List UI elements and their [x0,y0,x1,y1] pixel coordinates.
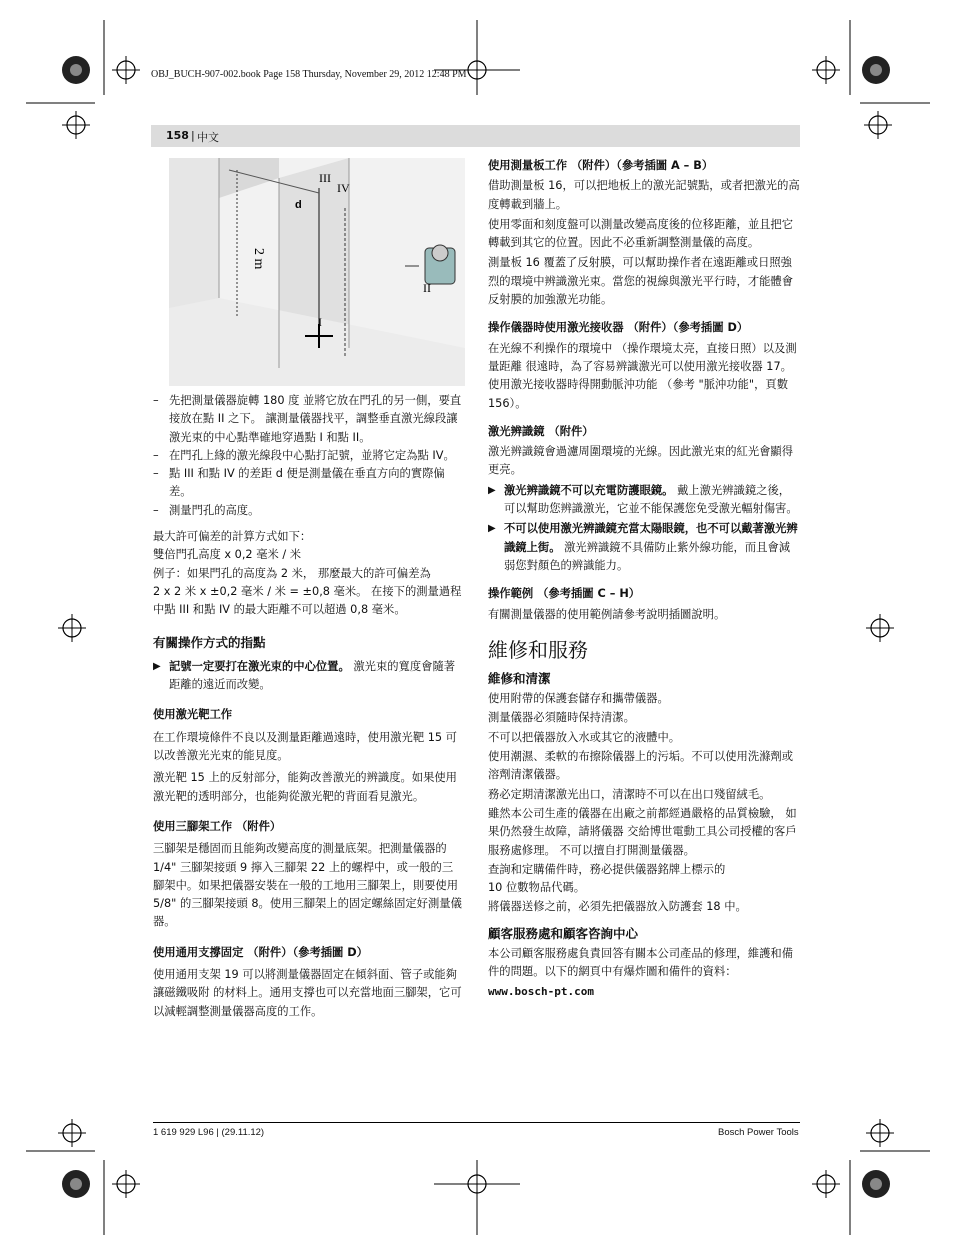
clean-paragraph-6: 雖然本公司生產的儀器在出廠之前都經過嚴格的品質檢驗， 如果仍然發生故障，請將儀器 交給博世電動工具公司授權的客戶服務處修理。 不可以擅自打開測量儀器。 [488,806,797,857]
right-column [488,157,800,1002]
bosch-url-link[interactable]: www.bosch-pt.com [488,984,594,998]
clean-paragraph-1: 使用附帶的保護套儲存和攜帶儀器。 [488,692,669,706]
dash-marker: – [153,503,159,517]
label-ii: II [423,281,431,295]
label-2m: 2 m [251,248,266,270]
warning-item-2 [488,520,800,575]
warning-2-bold: 不可以使用激光辨識鏡充當太陽眼鏡，也不可以戴著激光辨識鏡上街。 [504,522,798,554]
heading-clean: 維修和清潔 [488,670,551,686]
step-rotate [153,392,463,447]
heading-glasses: 激光辨識鏡 （附件） [488,424,594,438]
label-i: I [318,315,322,329]
label-iii: III [319,171,331,185]
footer-code: 1 619 929 L96 | (29.11.12) [153,1127,265,1138]
clean-paragraph-7: 查詢和定購備件時，務必提供儀器銘牌上標示的 10 位數物品代碼。 [488,862,726,895]
page-separator: | [191,129,195,142]
mount-paragraph: 使用通用支架 19 可以將測量儀器固定在傾斜面、管子或能夠讓磁鐵吸附 的材料上。通用支撐也可以充當地面三腳架，它可以減輕調整測量儀器高度的工作。 [153,968,462,1018]
plate-paragraph-1: 借助測量板 16，可以把地板上的激光記號點，或者把激光的高度轉載到牆上。 [488,179,800,211]
heading-tripod: 使用三腳架工作 （附件） [153,819,282,833]
page-number: 158 [166,129,189,142]
tripod-paragraph: 三腳架是穩固而且能夠改變高度的測量底架。把測量儀器的 1/4" 三腳架接頭 9 擰入三腳架 22 上的螺桿中，或一般的三腳架中。如果把儀器安裝在一般的工地用三腳架上，則要使用 5/8" 的三腳架接頭 8。使用三腳架上的固定螺絲固定好測量儀器。 [153,842,462,929]
warning-item-1 [488,482,800,519]
clean-paragraph-5: 務必定期清潔激光出口，清潔時不可以在出口殘留絨毛。 [488,787,771,801]
warning-1-bold: 激光辨識鏡不可以充電防護眼鏡。 [504,483,674,497]
figure-door-measurement [169,158,465,386]
clean-paragraph-8: 將儀器送修之前，必須先把儀器放入防護套 18 中。 [488,900,747,914]
clean-paragraph-4: 使用潮濕、柔軟的布擦除儀器上的污垢。不可以使用洗滌劑或溶劑清潔儀器。 [488,750,794,782]
step-mark-text: 在門孔上緣的激光線段中心點打記號，並將它定為點 IV。 [169,448,455,462]
plate-paragraph-2: 使用零面和刻度盤可以測量改變高度後的位移距離，並且把它轉載到其它的位置。因此不必重新調整測量儀的高度。 [488,217,794,250]
arrow-icon: ▶ [488,484,496,496]
heading-tips: 有關操作方式的指點 [153,634,266,650]
heading-mount: 使用通用支撐固定 （附件）（參考插圖 D） [153,945,368,959]
target-paragraph-1: 在工作環境條件不良以及測量距離過遠時，使用激光靶 15 可以改善激光光束的能見度。 [153,730,457,763]
clean-paragraph-2: 測量儀器必須隨時保持清潔。 [488,711,635,725]
tip-rest: 激光束的寬度會隨著距離的遠近而改變。 [169,659,456,692]
warning-2-rest: 激光辨識鏡不具備防止紫外線功能，而且會減弱您對顏色的辨識能力。 [504,540,791,572]
warning-1-rest: 戴上激光辨識鏡之後，可以幫助您辨識激光，它並不能保護您免受激光輻射傷害。 [504,483,798,516]
dash-marker: – [153,394,159,407]
step-height [153,502,463,520]
clean-paragraph-3: 不可以把儀器放入水或其它的液體中。 [488,730,681,744]
target-paragraph-2: 激光靶 15 上的反射部分，能夠改善激光的辨識度。如果使用激光靶的透明部分，也能夠從激光靶的背面看見激光。 [153,771,457,803]
label-d: d [295,199,302,211]
page-header-bar [151,125,800,147]
heading-plate: 使用測量板工作 （附件）（參考插圖 A – B） [488,159,714,172]
dash-marker: – [153,448,159,462]
heading-customer: 顧客服務處和顧客咨詢中心 [488,925,639,941]
step-rotate-text: 先把測量儀器旋轉 180 度 並將它放在門孔的另一側，要直接放在點 II 之下。 讓測量儀器找平，調整垂直激光線段讓激光束的中心點準確地穿過點 I 和點 II。 [169,394,462,444]
arrow-icon: ▶ [153,660,161,672]
left-column [153,392,463,1022]
label-iv: IV [337,181,350,195]
print-header: OBJ_BUCH-907-002.book Page 158 Thursday, November 29, 2012 12:48 PM [151,69,467,80]
tip-item [153,658,463,695]
step-mark [153,447,463,465]
footer-brand: Bosch Power Tools [718,1127,799,1138]
step-height-text: 測量門孔的高度。 [169,503,260,517]
heading-service: 維修和服務 [488,637,588,662]
examples-paragraph: 有關測量儀器的使用範例請參考說明插圖說明。 [488,607,726,621]
arrow-icon: ▶ [488,523,496,535]
glasses-paragraph: 激光辨識鏡會過濾周圍環境的光線。因此激光束的紅光會顯得更亮。 [488,445,794,477]
footer-divider [153,1122,800,1123]
plate-paragraph-3: 測量板 16 覆蓋了反射膜，可以幫助操作者在遠距離或日照強烈的環境中辨識激光束。當您的視線與激光平行時，才能體會反射膜的加強激光功能。 [488,256,794,307]
heading-examples: 操作範例 （參考插圖 C – H） [488,587,641,601]
tip-bold: 記號一定要打在激光束的中心位置。 [169,659,350,673]
receiver-paragraph: 在光線不利操作的環境中 （操作環境太亮，直接日照）以及測量距離 很遠時，為了容易辨識激光可以使用激光接收器 17。使用激光接收器時得開動脈沖功能 （參考 "脈沖功能"，頁數 156）。 [488,341,797,410]
dash-marker: – [153,467,159,481]
page-language: 中文 [197,131,219,144]
figure-illustration [169,158,465,386]
step-difference-text: 點 III 和點 IV 的差距 d 便是測量儀在垂直方向的實際偏差。 [169,467,445,499]
formula-paragraph: 最大許可偏差的計算方式如下： 雙倍門孔高度 x 0,2 毫米 / 米 例子：如果門孔的高度為 2 米， 那麼最大的許可偏差為 2 x 2 米 x ±0,2 毫米 / 米 = ±0,8 毫米。 在接下的測量過程中點 III 和點 IV 的最大距離不可以超過 0,8 毫米。 [153,530,462,617]
customer-paragraph: 本公司顧客服務處負責回答有關本公司產品的修理，維護和備件的問題。以下的網頁中有爆炸圖和備件的資料： [488,946,794,979]
heading-target: 使用激光靶工作 [153,708,233,722]
heading-receiver: 操作儀器時使用激光接收器 （附件）（參考插圖 D） [488,321,749,335]
step-difference [153,465,463,502]
